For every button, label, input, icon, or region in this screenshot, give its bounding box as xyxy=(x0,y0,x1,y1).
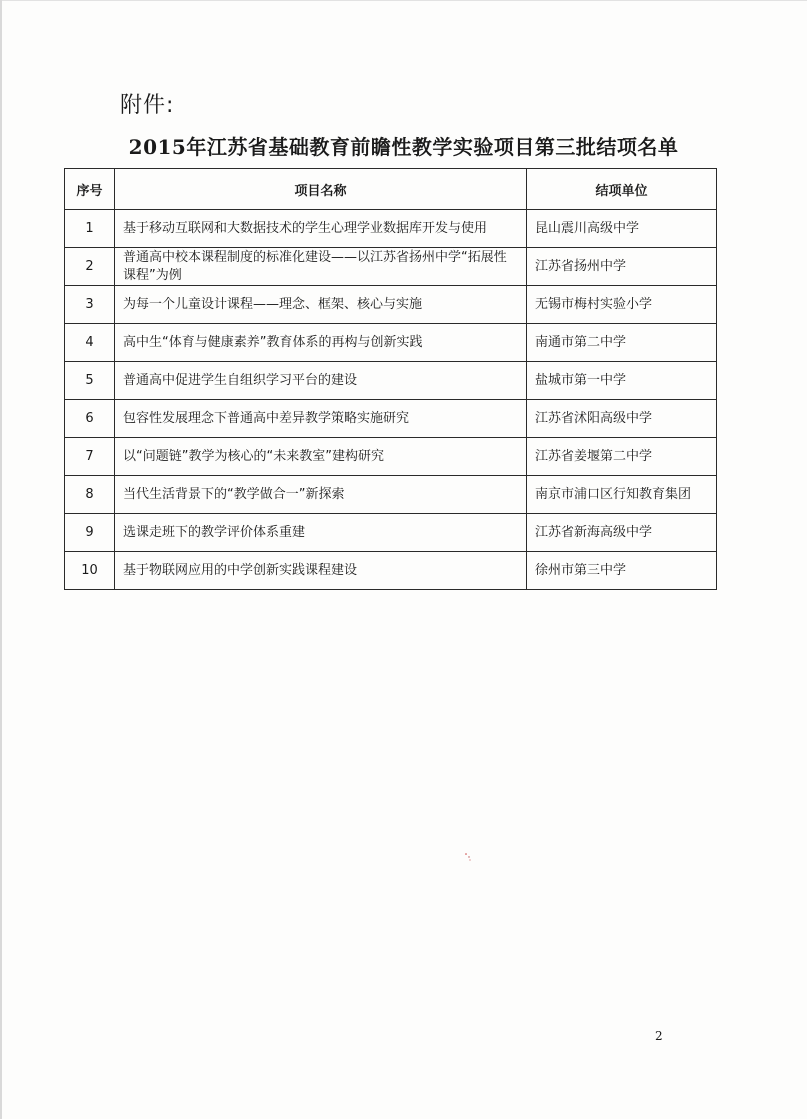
table-row xyxy=(65,400,717,438)
header-project-name: 项目名称 xyxy=(115,169,527,210)
table-row xyxy=(65,210,717,248)
row-completion-unit: 南京市浦口区行知教育集团 xyxy=(527,476,717,514)
header-completion-unit: 结项单位 xyxy=(527,169,717,210)
row-project-name: 高中生“体育与健康素养”教育体系的再构与创新实践 xyxy=(115,324,527,362)
row-project-name: 为每一个儿童设计课程——理念、框架、核心与实施 xyxy=(115,286,527,324)
row-project-name: 以“问题链”教学为核心的“未来教室”建构研究 xyxy=(115,438,527,476)
table-row xyxy=(65,362,717,400)
scan-edge-left xyxy=(0,0,2,1119)
row-completion-unit: 昆山震川高级中学 xyxy=(527,210,717,248)
row-index: 8 xyxy=(65,476,115,514)
table-row xyxy=(65,286,717,324)
header-index: 序号 xyxy=(65,169,115,210)
table-row xyxy=(65,514,717,552)
row-completion-unit: 江苏省新海高级中学 xyxy=(527,514,717,552)
row-index: 9 xyxy=(65,514,115,552)
project-list-table xyxy=(64,168,717,590)
row-completion-unit: 盐城市第一中学 xyxy=(527,362,717,400)
row-completion-unit: 南通市第二中学 xyxy=(527,324,717,362)
row-index: 1 xyxy=(65,210,115,248)
table-row xyxy=(65,438,717,476)
row-project-name: 包容性发展理念下普通高中差异教学策略实施研究 xyxy=(115,400,527,438)
row-project-name: 选课走班下的教学评价体系重建 xyxy=(115,514,527,552)
row-index: 5 xyxy=(65,362,115,400)
table-row xyxy=(65,248,717,286)
row-index: 10 xyxy=(65,552,115,590)
table-header-row xyxy=(65,169,717,210)
row-completion-unit: 江苏省沭阳高级中学 xyxy=(527,400,717,438)
row-project-name: 当代生活背景下的“教学做合一”新探索 xyxy=(115,476,527,514)
page-number: 2 xyxy=(655,1029,663,1043)
attachment-label: 附件: xyxy=(120,93,175,118)
row-index: 7 xyxy=(65,438,115,476)
scan-speck-mark xyxy=(464,852,472,862)
row-index: 3 xyxy=(65,286,115,324)
row-completion-unit: 江苏省扬州中学 xyxy=(527,248,717,286)
row-index: 6 xyxy=(65,400,115,438)
row-index: 4 xyxy=(65,324,115,362)
table-row xyxy=(65,476,717,514)
row-project-name: 普通高中促进学生自组织学习平台的建设 xyxy=(115,362,527,400)
document-title: 2015年江苏省基础教育前瞻性教学实验项目第三批结项名单 xyxy=(128,135,679,159)
row-completion-unit: 无锡市梅村实验小学 xyxy=(527,286,717,324)
row-index: 2 xyxy=(65,248,115,286)
row-completion-unit: 江苏省姜堰第二中学 xyxy=(527,438,717,476)
row-project-name: 基于移动互联网和大数据技术的学生心理学业数据库开发与使用 xyxy=(115,210,527,248)
row-project-name: 普通高中校本课程制度的标准化建设——以江苏省扬州中学“拓展性课程”为例 xyxy=(115,248,527,286)
scan-edge-top xyxy=(0,0,807,1)
row-completion-unit: 徐州市第三中学 xyxy=(527,552,717,590)
table-row xyxy=(65,552,717,590)
table-row xyxy=(65,324,717,362)
row-project-name: 基于物联网应用的中学创新实践课程建设 xyxy=(115,552,527,590)
